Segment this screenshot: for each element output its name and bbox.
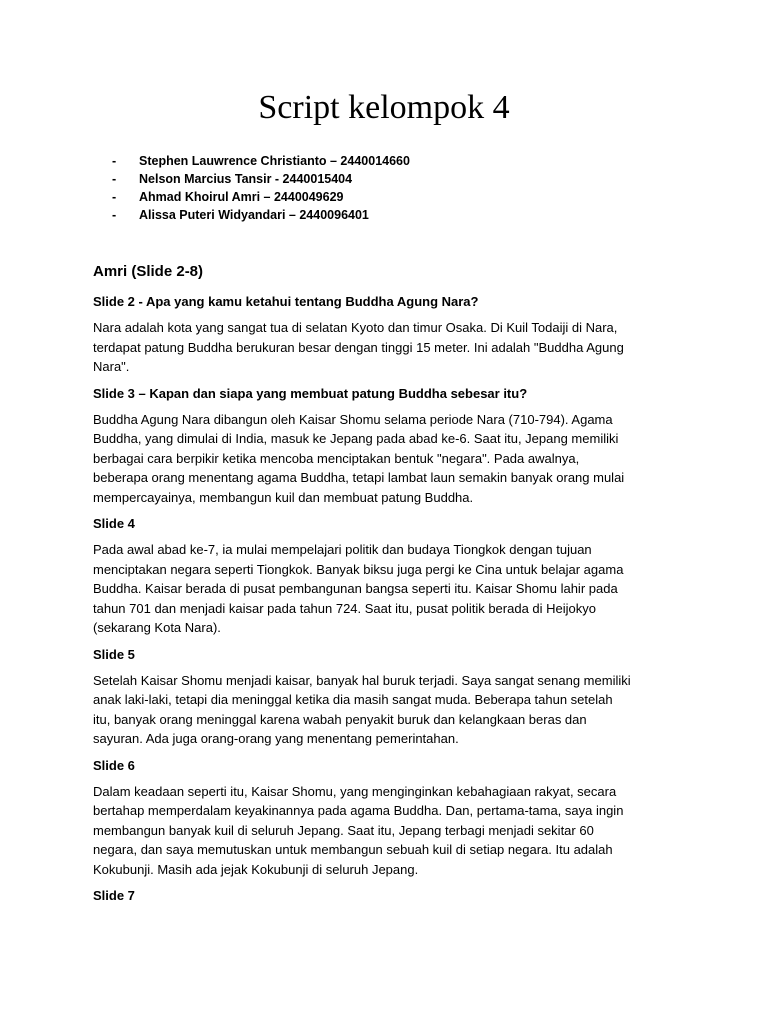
slide-heading: Slide 2 - Apa yang kamu ketahui tentang Buddha Agung Nara? <box>93 294 479 309</box>
slide-section <box>93 886 683 905</box>
slide-text: Pada awal abad ke-7, ia mulai mempelajari politik dan budaya Tiongkok dengan tujuan menciptakan negara seperti Tiongkok. Banyak biksu juga pergi ke Cina untuk belajar agama Buddha. Kaisar berada di pusat pembangunan bangsa seperti itu. Kaisar Shomu lahir pada tahun 701 dan menjadi kaisar pada tahun 724. Saat itu, pusat politik berada di Heijokyo (sekarang Kota Nara). <box>93 542 624 635</box>
slide-text: Dalam keadaan seperti itu, Kaisar Shomu, yang menginginkan kebahagiaan rakyat, secara bertahap memperdalam keyakinannya pada agama Buddha. Dan, pertama-tama, saya ingin membangun banyak kuil di seluruh Jepang. Saat itu, Jepang terbagi menjadi sekitar 60 negara, dan saya memutuskan untuk membangun sebuah kuil di setiap negara. Itu adalah Kokubunji. Masih ada jejak Kokubunji di seluruh Jepang. <box>93 783 624 877</box>
slide-text: Buddha Agung Nara dibangun oleh Kaisar Shomu selama periode Nara (710-794). Agama Buddha, yang dimulai di India, masuk ke Jepang pada abad ke-6. Saat itu, Jepang memiliki berbagai cara berpikir ketika mencoba menciptakan bentuk "negara". Pada awalnya, beberapa orang menentang agama Buddha, tetapi lambat laun semakin banyak orang mulai mempercayainya, membangun kuil dan membuat patung Buddha. <box>93 411 625 505</box>
slide-section <box>93 292 683 377</box>
member-list <box>112 152 410 224</box>
bullet-dash: - <box>112 208 117 222</box>
slide-heading: Slide 6 <box>93 757 135 773</box>
member-name: Alissa Puteri Widyandari – 2440096401 <box>139 208 369 222</box>
bullet-dash: - <box>112 190 117 204</box>
member-name: Nelson Marcius Tansir - 2440015404 <box>139 172 353 186</box>
bullet-dash: - <box>112 172 117 186</box>
slide-text: Setelah Kaisar Shomu menjadi kaisar, banyak hal buruk terjadi. Saya sangat senang memiliki anak laki-laki, tetapi dia meninggal ketika dia masih sangat muda. Beberapa tahun setelah itu, banyak orang meninggal karena wabah penyakit buruk dan kelangkaan beras dan sayuran. Ada juga orang-orang yang menentang pemerintahan. <box>93 672 631 746</box>
member-item <box>112 188 410 206</box>
member-item <box>112 206 410 224</box>
document-title: Script kelompok 4 <box>258 89 510 126</box>
section-heading: Amri (Slide 2-8) <box>93 263 204 280</box>
slide-heading: Slide 4 <box>93 516 135 531</box>
member-item <box>112 152 410 170</box>
document-body <box>93 262 683 912</box>
slide-section <box>93 645 683 749</box>
slide-section <box>93 514 683 638</box>
slide-section <box>93 756 683 880</box>
slide-heading: Slide 7 <box>93 888 135 903</box>
slide-heading: Slide 3 – Kapan dan siapa yang membuat patung Buddha sebesar itu? <box>93 385 528 401</box>
member-name: Stephen Lauwrence Christianto – 2440014660 <box>139 154 410 168</box>
bullet-dash: - <box>112 154 117 168</box>
member-name: Ahmad Khoirul Amri – 2440049629 <box>139 190 344 204</box>
slide-section <box>93 384 683 508</box>
member-item <box>112 170 410 188</box>
slide-text: Nara adalah kota yang sangat tua di selatan Kyoto dan timur Osaka. Di Kuil Todaiji di Nara, terdapat patung Buddha berukuran besar dengan tinggi 15 meter. Ini adalah "Buddha Agung Nara". <box>93 320 624 374</box>
slide-heading: Slide 5 <box>93 646 135 662</box>
